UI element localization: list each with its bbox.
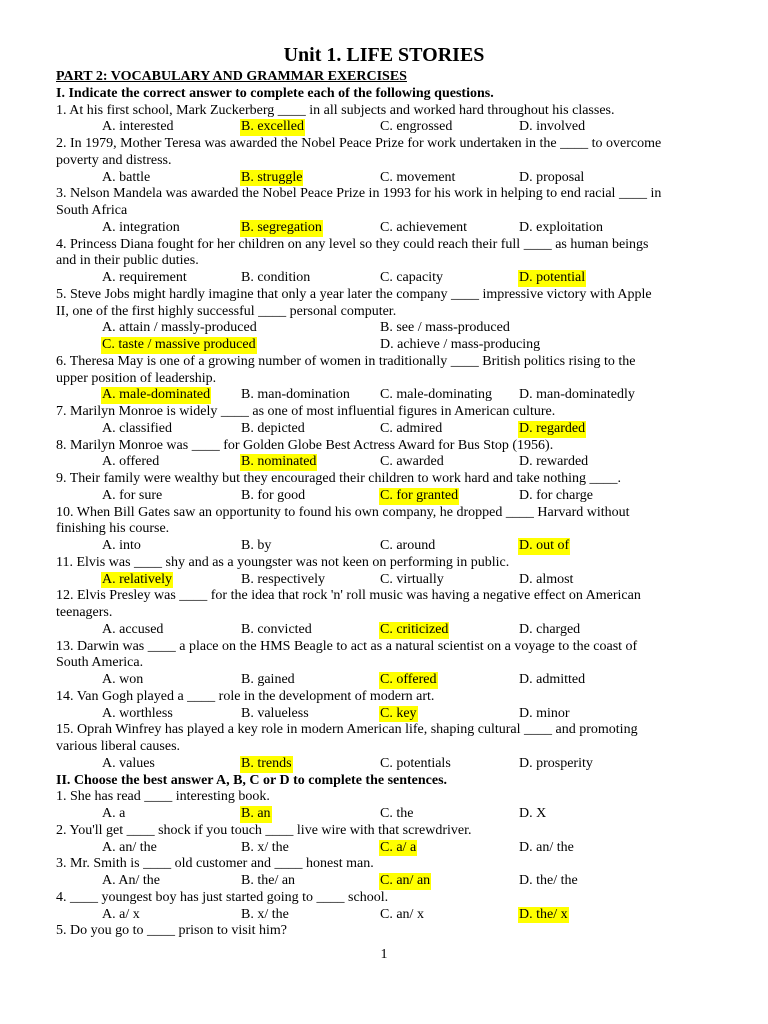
answer-option: A. integration [102, 219, 180, 235]
answer-option: A. an/ the [102, 839, 157, 855]
question-text: and in their public duties. [56, 253, 199, 269]
answer-option: A. offered [102, 454, 160, 470]
answer-option: A. battle [102, 169, 151, 185]
answer-option: D. for charge [519, 487, 593, 503]
question-text: various liberal causes. [56, 739, 181, 754]
answer-option: B. an [241, 806, 271, 821]
answer-option: B. by [241, 538, 272, 553]
question-text: 8. Marilyn Monroe was ____ for Golden Globe Best Actress Award for Bus Stop (1956). [56, 437, 554, 453]
answer-option: D. potential [519, 270, 586, 285]
question-text: 6. Theresa May is one of a growing number of women in traditionally ____ British politics rising to the [56, 353, 636, 369]
answer-option: A. An/ the [102, 873, 160, 888]
question-text: finishing his course. [56, 521, 170, 537]
answer-option: C. key [380, 705, 417, 721]
question-text: South Africa [56, 203, 128, 218]
answer-option: B. man-domination [241, 387, 350, 403]
answer-option: D. minor [519, 705, 570, 721]
answer-option: A. male-dominated [102, 387, 211, 403]
answer-option: C. taste / massive produced [102, 337, 256, 352]
question-text: 7. Marilyn Monroe is widely ____ as one of most influential figures in American culture. [56, 404, 556, 419]
answer-option: D. prosperity [519, 755, 593, 771]
answer-option: B. the/ an [241, 873, 296, 888]
answer-option: C. an/ an [380, 873, 431, 888]
answer-option: A. accused [102, 621, 164, 637]
answer-option: B. for good [241, 487, 306, 503]
answer-option: B. segregation [241, 219, 322, 235]
question-text: II, one of the first highly successful ____ personal computer. [56, 303, 397, 319]
answer-option: C. criticized [380, 621, 449, 637]
answer-option: A. requirement [102, 270, 187, 285]
question-text: 1. She has read ____ interesting book. [56, 789, 270, 805]
answer-option: B. excelled [241, 119, 304, 135]
answer-option: A. for sure [102, 487, 163, 503]
answer-option: D. admitted [519, 672, 586, 687]
answer-option: A. attain / massly-produced [102, 320, 257, 336]
answer-option: B. trends [241, 755, 292, 771]
question-text: 3. Mr. Smith is ____ old customer and ____ honest man. [56, 856, 374, 872]
answer-option: B. depicted [241, 420, 305, 436]
question-text: 3. Nelson Mandela was awarded the Nobel Peace Prize in 1993 for his work in helping to end racial ____ in [56, 186, 662, 202]
answer-option: D. X [519, 806, 547, 821]
page-number: 1 [380, 947, 388, 962]
answer-option: D. man-dominatedly [519, 387, 635, 403]
answer-option: B. respectively [241, 571, 325, 587]
answer-option: C. awarded [380, 454, 444, 470]
answer-option: C. the [380, 806, 414, 821]
answer-option: A. into [102, 538, 141, 553]
answer-option: B. valueless [241, 705, 309, 721]
answer-option: C. admired [380, 420, 443, 436]
answer-option: D. regarded [519, 420, 586, 436]
answer-option: A. worthless [102, 705, 173, 721]
answer-option: D. charged [519, 621, 581, 637]
answer-option: C. male-dominating [380, 387, 492, 403]
answer-option: C. capacity [380, 270, 443, 285]
question-text: 1. At his first school, Mark Zuckerberg ____ in all subjects and worked hard throughout his classes. [56, 102, 615, 118]
question-text: poverty and distress. [56, 152, 172, 168]
question-text: 4. Princess Diana fought for her children on any level so they could reach their full ____ as human beings [56, 236, 649, 252]
answer-option: C. achievement [380, 219, 468, 235]
answer-option: D. the/ x [519, 906, 568, 922]
question-text: 12. Elvis Presley was ____ for the idea that rock 'n' roll music was having a negative effect on American [56, 588, 641, 604]
question-text: 14. Van Gogh played a ____ role in the development of modern art. [56, 688, 435, 704]
answer-option: C. virtually [380, 571, 444, 587]
question-text: 5. Do you go to ____ prison to visit him? [56, 923, 287, 939]
answer-option: C. offered [380, 672, 437, 687]
answer-option: D. almost [519, 571, 574, 587]
section-heading: II. Choose the best answer A, B, C or D to complete the sentences. [56, 772, 448, 788]
answer-option: B. gained [241, 672, 295, 687]
question-text: 15. Oprah Winfrey has played a key role in modern American life, shaping cultural ____ and promoting [56, 722, 638, 738]
section-heading: I. Indicate the correct answer to complete each of the following questions. [56, 85, 494, 101]
question-text: 9. Their family were wealthy but they encouraged their children to work hard and take nothing ____. [56, 471, 622, 486]
answer-option: C. an/ x [380, 906, 424, 922]
answer-option: B. struggle [241, 169, 303, 185]
answer-option: B. convicted [241, 621, 312, 637]
answer-option: B. x/ the [241, 906, 289, 922]
section-heading: PART 2: VOCABULARY AND GRAMMAR EXERCISES [56, 69, 407, 84]
question-text: 4. ____ youngest boy has just started going to ____ school. [56, 889, 389, 905]
question-text: 2. In 1979, Mother Teresa was awarded the Nobel Peace Prize for work undertaken in the ____ to overcome [56, 136, 662, 151]
question-text: 13. Darwin was ____ a place on the HMS Beagle to act as a natural scientist on a voyage to the coast of [56, 638, 638, 654]
answer-option: C. movement [380, 169, 456, 185]
answer-option: C. around [380, 538, 436, 553]
document-title: Unit 1. LIFE STORIES [283, 44, 485, 66]
question-text: 10. When Bill Gates saw an opportunity to found his own company, he dropped ____ Harvard without [56, 504, 630, 520]
answer-option: A. classified [102, 420, 172, 436]
answer-option: A. a/ x [102, 906, 140, 922]
answer-option: D. out of [519, 538, 570, 553]
question-text: 5. Steve Jobs might hardly imagine that only a year later the company ____ impressive victory with Apple [56, 286, 652, 302]
answer-option: B. see / mass-produced [380, 320, 510, 336]
answer-option: A. values [102, 755, 155, 771]
answer-option: C. a/ a [380, 839, 417, 855]
question-text: 11. Elvis was ____ shy and as a youngster was not keen on performing in public. [56, 554, 510, 570]
answer-option: B. nominated [241, 454, 317, 470]
answer-option: D. an/ the [519, 839, 574, 855]
answer-option: A. relatively [102, 571, 172, 587]
answer-option: B. condition [241, 270, 311, 285]
answer-option: D. achieve / mass-producing [380, 337, 541, 352]
question-text: teenagers. [56, 605, 113, 620]
question-text: upper position of leadership. [56, 370, 217, 386]
answer-option: D. involved [519, 119, 586, 135]
question-text: 2. You'll get ____ shock if you touch ____ live wire with that screwdriver. [56, 822, 472, 838]
answer-option: D. exploitation [519, 219, 603, 235]
answer-option: A. interested [102, 119, 174, 135]
answer-option: C. for granted [380, 487, 459, 503]
answer-option: B. x/ the [241, 839, 289, 855]
answer-option: D. rewarded [519, 454, 589, 470]
answer-option: A. won [102, 672, 144, 687]
answer-option: A. a [102, 806, 126, 821]
answer-option: C. potentials [380, 755, 451, 771]
answer-option: C. engrossed [380, 119, 453, 135]
answer-option: D. proposal [519, 169, 585, 185]
question-text: South America. [56, 655, 144, 671]
answer-option: D. the/ the [519, 873, 578, 888]
